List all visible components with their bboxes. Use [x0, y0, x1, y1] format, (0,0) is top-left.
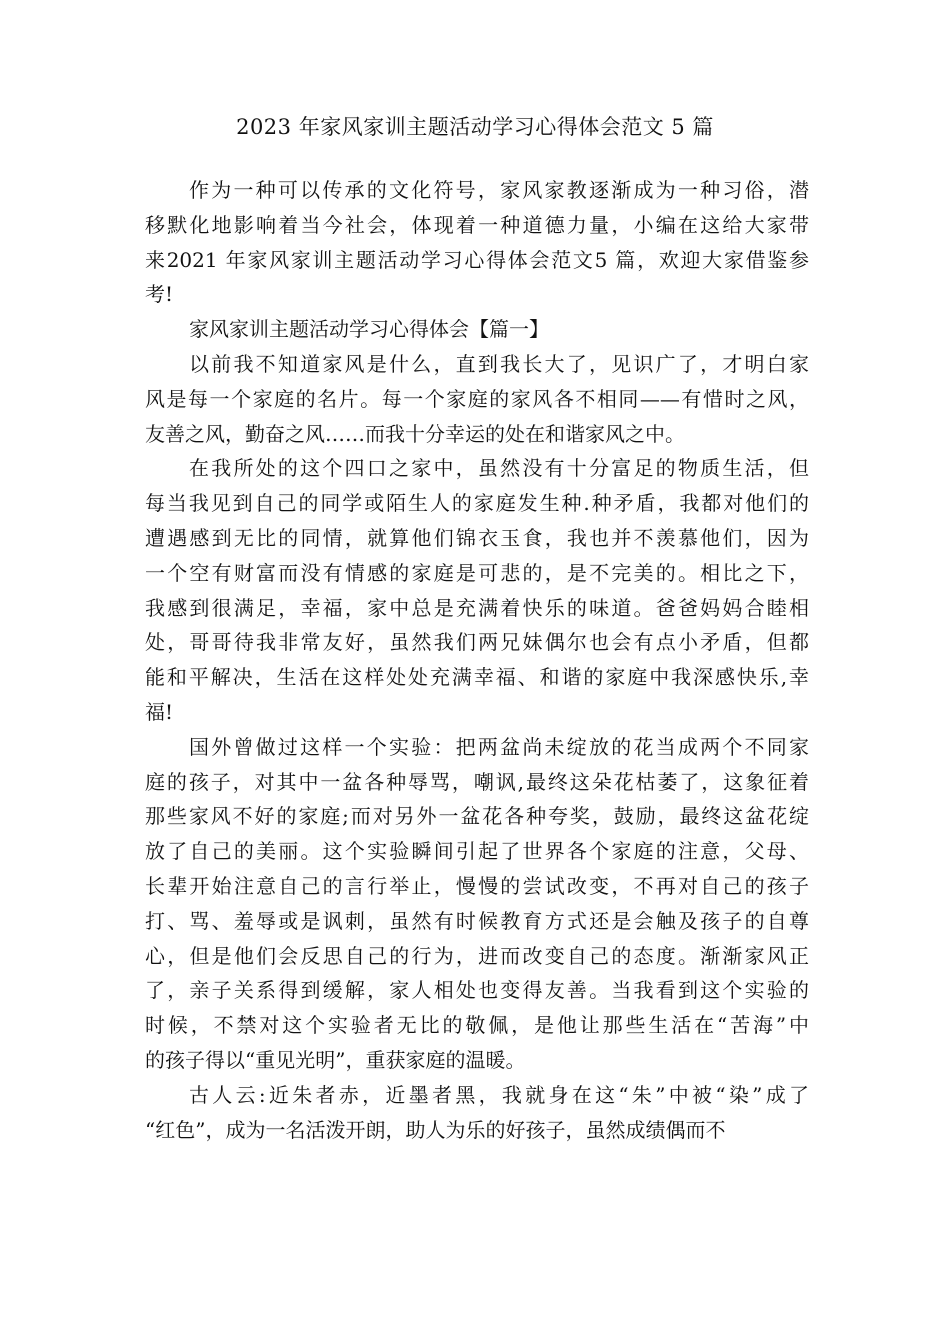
text-line: 以前我不知道家风是什么，直到我长大了，见识广了，才明白家 — [189, 351, 809, 376]
text-line: 心，但是他们会反思自己的行为，进而改变自己的态度。渐渐家风正 — [145, 943, 809, 968]
document-title: 2023 年家风家训主题活动学习心得体会范文 5 篇 — [236, 115, 714, 139]
text-line: 每当我见到自己的同学或陌生人的家庭发生种.种矛盾，我都对他们的 — [145, 491, 809, 516]
text-line: 考! — [145, 282, 174, 307]
text-line: 福! — [145, 699, 174, 724]
paragraph — [145, 451, 809, 729]
text-line: 作为一种可以传承的文化符号，家风家教逐渐成为一种习俗，潜 — [189, 178, 809, 202]
paragraph — [145, 730, 809, 1078]
text-line: 长辈开始注意自己的言行举止，慢慢的尝试改变，不再对自己的孩子 — [145, 873, 809, 898]
text-line: 风是每一个家庭的名片。每一个家庭的家风各不相同——有惜时之风， — [145, 386, 809, 411]
text-line: 处，哥哥待我非常友好，虽然我们两兄妹偶尔也会有点小矛盾，但都 — [145, 630, 809, 655]
text-line: 的孩子得以“重见光明”，重获家庭的温暖。 — [145, 1047, 526, 1072]
text-line: 家风家训主题活动学习心得体会【篇一】 — [189, 317, 549, 342]
text-line: 友善之风，勤奋之风……而我十分幸运的处在和谐家风之中。 — [145, 421, 685, 446]
text-line: 在我所处的这个四口之家中，虽然没有十分富足的物质生活，但 — [189, 456, 809, 481]
text-line: 移默化地影响着当今社会，体现着一种道德力量，小编在这给大家带 — [145, 212, 809, 237]
text-line: 国外曾做过这样一个实验：把两盆尚未绽放的花当成两个不同家 — [189, 734, 809, 759]
text-line: 来2021 年家风家训主题活动学习心得体会范文5 篇，欢迎大家借鉴参 — [145, 247, 809, 272]
text-line: 遭遇感到无比的同情，就算他们锦衣玉食，我也并不羡慕他们，因为 — [145, 525, 809, 550]
text-line: 庭的孩子，对其中一盆各种辱骂，嘲讽,最终这朵花枯萎了，这象征着 — [145, 769, 809, 794]
text-line: “红色”，成为一名活泼开朗，助人为乐的好孩子，虽然成绩偶而不 — [145, 1117, 726, 1142]
paragraph — [145, 173, 809, 312]
text-line: 一个空有财富而没有情感的家庭是可悲的，是不完美的。相比之下， — [145, 560, 809, 585]
text-line: 古人云:近朱者赤，近墨者黑，我就身在这“朱”中被“染”成了 — [189, 1082, 809, 1107]
text-line: 那些家风不好的家庭;而对另外一盆花各种夸奖，鼓励，最终这盆花绽 — [145, 804, 809, 829]
text-line: 打、骂、羞辱或是讽刺，虽然有时候教育方式还是会触及孩子的自尊 — [145, 908, 809, 933]
text-line: 我感到很满足，幸福，家中总是充满着快乐的味道。爸爸妈妈合睦相 — [145, 595, 809, 620]
document-body — [145, 173, 809, 1147]
paragraph — [145, 347, 809, 451]
text-line: 放了自己的美丽。这个实验瞬间引起了世界各个家庭的注意，父母、 — [145, 839, 809, 864]
text-line: 时候，不禁对这个实验者无比的敬佩，是他让那些生活在“苦海”中 — [145, 1013, 809, 1038]
paragraph — [145, 1078, 809, 1148]
text-line: 能和平解决，生活在这样处处充满幸福、和谐的家庭中我深感快乐,幸 — [145, 665, 809, 690]
text-line: 了，亲子关系得到缓解，家人相处也变得友善。当我看到这个实验的 — [145, 978, 809, 1003]
paragraph — [145, 312, 809, 347]
